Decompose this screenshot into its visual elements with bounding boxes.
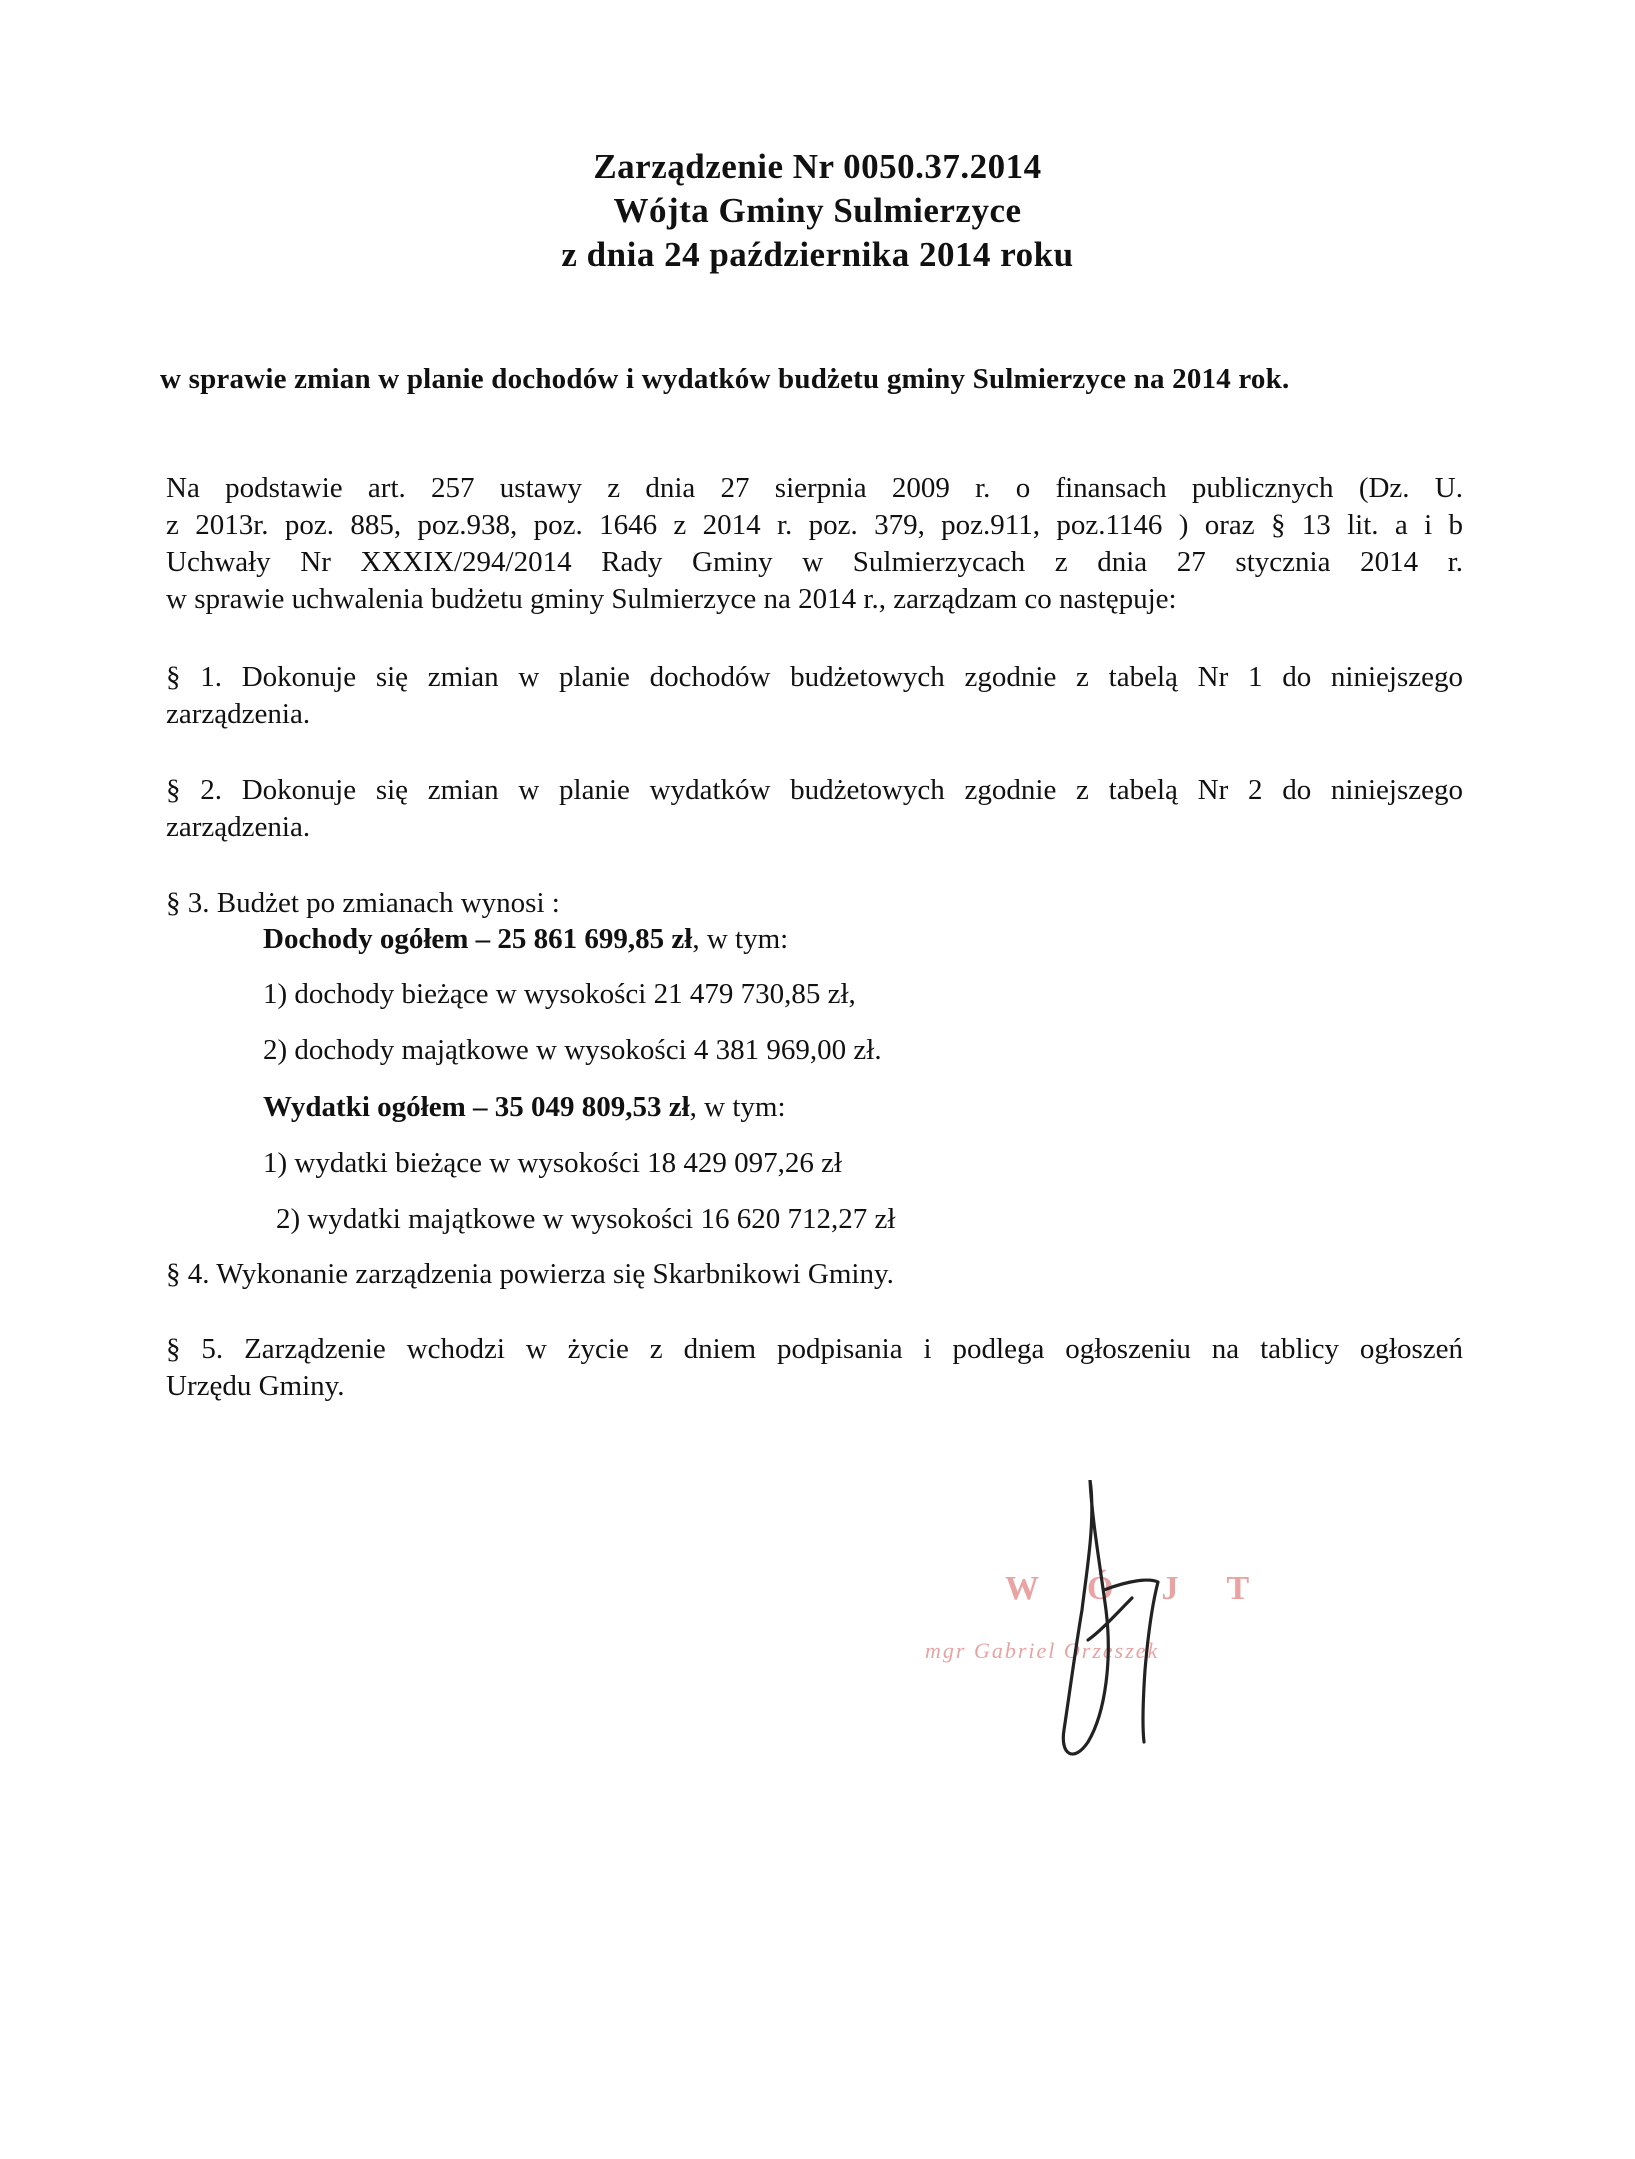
paragraph-line: Urzędu Gminy.	[166, 1370, 345, 1402]
preamble-line: Uchwały Nr XXXIX/294/2014 Rady Gminy w Sulmierzycach z dnia 27 stycznia 2014 r.	[166, 546, 1463, 578]
expense-item: 1) wydatki bieżące w wysokości 18 429 097,26 zł	[263, 1147, 843, 1179]
paragraph-line: § 5. Zarządzenie wchodzi w życie z dniem podpisania i podlega ogłoszeniu na tablicy ogłoszeń	[166, 1333, 1463, 1365]
paragraph-line: § 2. Dokonuje się zmian w planie wydatków budżetowych zgodnie z tabelą Nr 2 do niniejszego	[166, 774, 1463, 806]
expense-total	[263, 1089, 786, 1126]
income-item: 1) dochody bieżące w wysokości 21 479 730,85 zł,	[263, 978, 856, 1010]
preamble-line: w sprawie uchwalenia budżetu gminy Sulmierzyce na 2014 r., zarządzam co następuje:	[166, 583, 1177, 615]
income-total-suffix: , w tym:	[692, 923, 789, 955]
handwritten-signature	[1040, 1480, 1190, 1760]
expense-total-suffix: , w tym:	[689, 1091, 786, 1123]
paragraph-line: zarządzenia.	[166, 698, 311, 730]
income-total-amount: Dochody ogółem – 25 861 699,85 zł	[263, 923, 693, 955]
expense-total-amount: Wydatki ogółem – 35 049 809,53 zł	[263, 1091, 690, 1123]
paragraph-line: § 1. Dokonuje się zmian w planie dochodów budżetowych zgodnie z tabelą Nr 1 do niniejszego	[166, 661, 1463, 693]
preamble-line: Na podstawie art. 257 ustawy z dnia 27 sierpnia 2009 r. o finansach publicznych (Dz. U.	[166, 472, 1463, 504]
preamble-line: z 2013r. poz. 885, poz.938, poz. 1646 z 2014 r. poz. 379, poz.911, poz.1146 ) oraz § 13 lit. a i b	[166, 509, 1463, 541]
income-item: 2) dochody majątkowe w wysokości 4 381 969,00 zł.	[263, 1034, 882, 1066]
document-date: z dnia 24 października 2014 roku	[561, 235, 1074, 274]
budget-intro: § 3. Budżet po zmianach wynosi :	[166, 887, 560, 919]
document-issuer: Wójta Gminy Sulmierzyce	[613, 191, 1022, 230]
document-subject: w sprawie zmian w planie dochodów i wydatków budżetu gminy Sulmierzyce na 2014 rok.	[160, 363, 1290, 395]
income-total	[263, 921, 788, 958]
paragraph-line: zarządzenia.	[166, 811, 311, 843]
stamp-title: WÓJT	[1005, 1570, 1298, 1607]
stamp-name: mgr Gabriel Orzeszek	[925, 1638, 1160, 1663]
expense-item: 2) wydatki majątkowe w wysokości 16 620 712,27 zł	[276, 1203, 896, 1235]
document-title: Zarządzenie Nr 0050.37.2014	[593, 147, 1042, 186]
paragraph-4: § 4. Wykonanie zarządzenia powierza się Skarbnikowi Gminy.	[166, 1258, 894, 1290]
